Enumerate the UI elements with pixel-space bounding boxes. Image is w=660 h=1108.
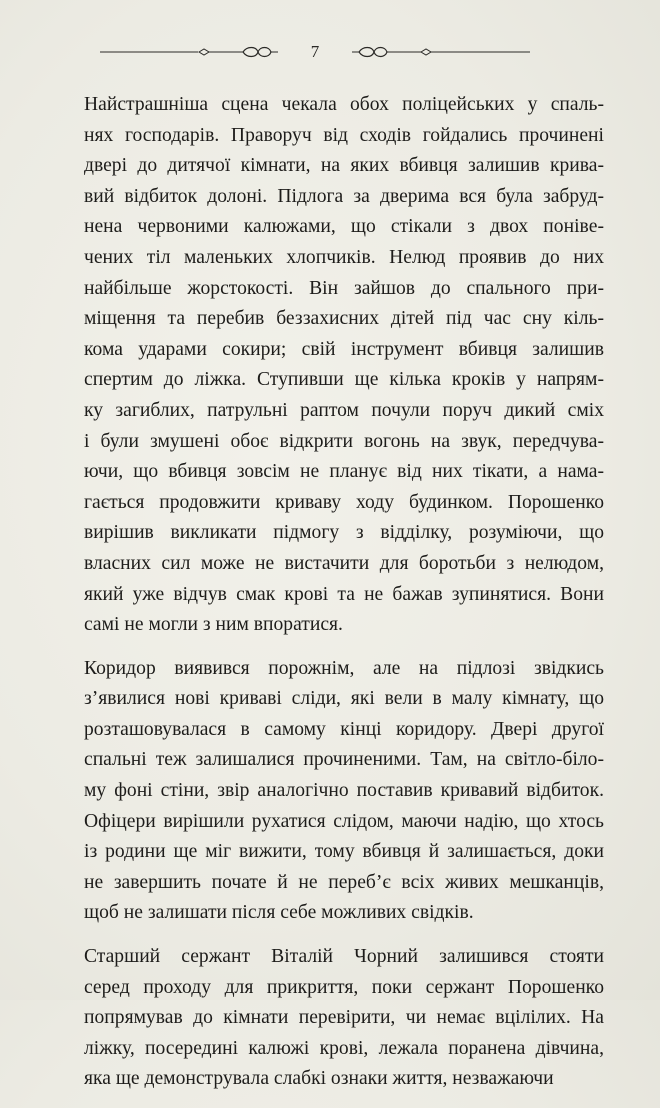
- text-line: кома ударами сокири; свій інструмент вбивця залишив: [84, 338, 604, 360]
- text-line: гається продовжити криваву ходу будинком. Порошенко: [84, 491, 604, 513]
- page-number: 7: [310, 42, 320, 61]
- text-line: серед проходу для прикриття, поки сержант Порошенко: [84, 976, 604, 998]
- text-line: нена червоними калюжами, що стікали з двох понівe-: [84, 216, 604, 238]
- text-line: ючи, що вбивця зовсім не планує від них тікати, а нама-: [84, 461, 604, 483]
- text-line: спертим до ліжка. Ступивши ще кілька кроків у напрям-: [84, 369, 604, 391]
- text-line: вирішив викликати підмогу з відділку, розуміючи, що: [84, 522, 604, 544]
- text-line: розташовувалася в самому кінці коридору. Двері другої: [84, 718, 604, 740]
- paragraph: [84, 90, 604, 641]
- text-line: не завершить почате й не переб’є всіх живих мешканців,: [84, 871, 604, 893]
- page-header: [100, 34, 530, 74]
- body-text: [84, 90, 604, 1108]
- text-line: Офіцери вирішили рухатися слідом, маючи надію, що хтось: [84, 810, 604, 832]
- text-line: чених тіл маленьких хлопчиків. Нелюд проявив до них: [84, 246, 604, 268]
- text-line: Старший сержант Віталій Чорний залишився стояти: [84, 946, 604, 968]
- text-line: найбільше жорстокості. Він зайшов до спального при-: [84, 277, 604, 299]
- text-line: із родини ще міг вижити, тому вбивця й залишається, доки: [84, 841, 604, 863]
- text-line: спальні теж залишалися прочиненими. Там, на світло-біло-: [84, 749, 604, 771]
- text-line: му фоні стіни, звір аналогічно поставив кривавий відбиток.: [84, 780, 604, 802]
- text-line: вий відбиток долоні. Підлога за дверима вся була забруд-: [84, 185, 604, 207]
- text-line: з’явилися нові криваві сліди, які вели в малу кімнату, що: [84, 688, 604, 710]
- text-line: ліжку, посередині калюжі крові, лежала поранена дівчина,: [84, 1037, 604, 1059]
- text-line: і були змушені обоє відкрити вогонь на звук, передчува-: [84, 430, 604, 452]
- text-line: Коридор виявився порожнім, але на підлозі звідкись: [84, 657, 604, 679]
- text-line: ку загиблих, патрульні раптом почули поруч дикий сміх: [84, 399, 604, 421]
- text-line: Найстрашніша сцена чекала обох поліцейських у спаль-: [84, 94, 604, 115]
- text-line: який уже відчув смак крові та не бажав зупинятися. Вони: [84, 583, 604, 605]
- text-line: двері до дитячої кімнати, на яких вбивця залишив крива-: [84, 155, 604, 177]
- text-line: щоб не залишати після себе можливих свідків.: [84, 902, 474, 924]
- text-line: нях господарів. Праворуч від сходів гойдались прочинені: [84, 124, 604, 146]
- paragraph: [84, 654, 604, 929]
- text-line: попрямував до кімнати перевірити, чи немає вцілілих. На: [84, 1007, 604, 1029]
- paragraph: [84, 942, 604, 1095]
- text-line: самі не могли з ним впоратися.: [84, 614, 343, 636]
- text-line: власних сил може не вистачити для боротьби з нелюдом,: [84, 552, 604, 574]
- text-line: міщення та перебив беззахисних дітей під час сну кіль-: [84, 308, 604, 330]
- text-line: яка ще демонструвала слабкі ознаки життя, незважаючи: [84, 1068, 554, 1090]
